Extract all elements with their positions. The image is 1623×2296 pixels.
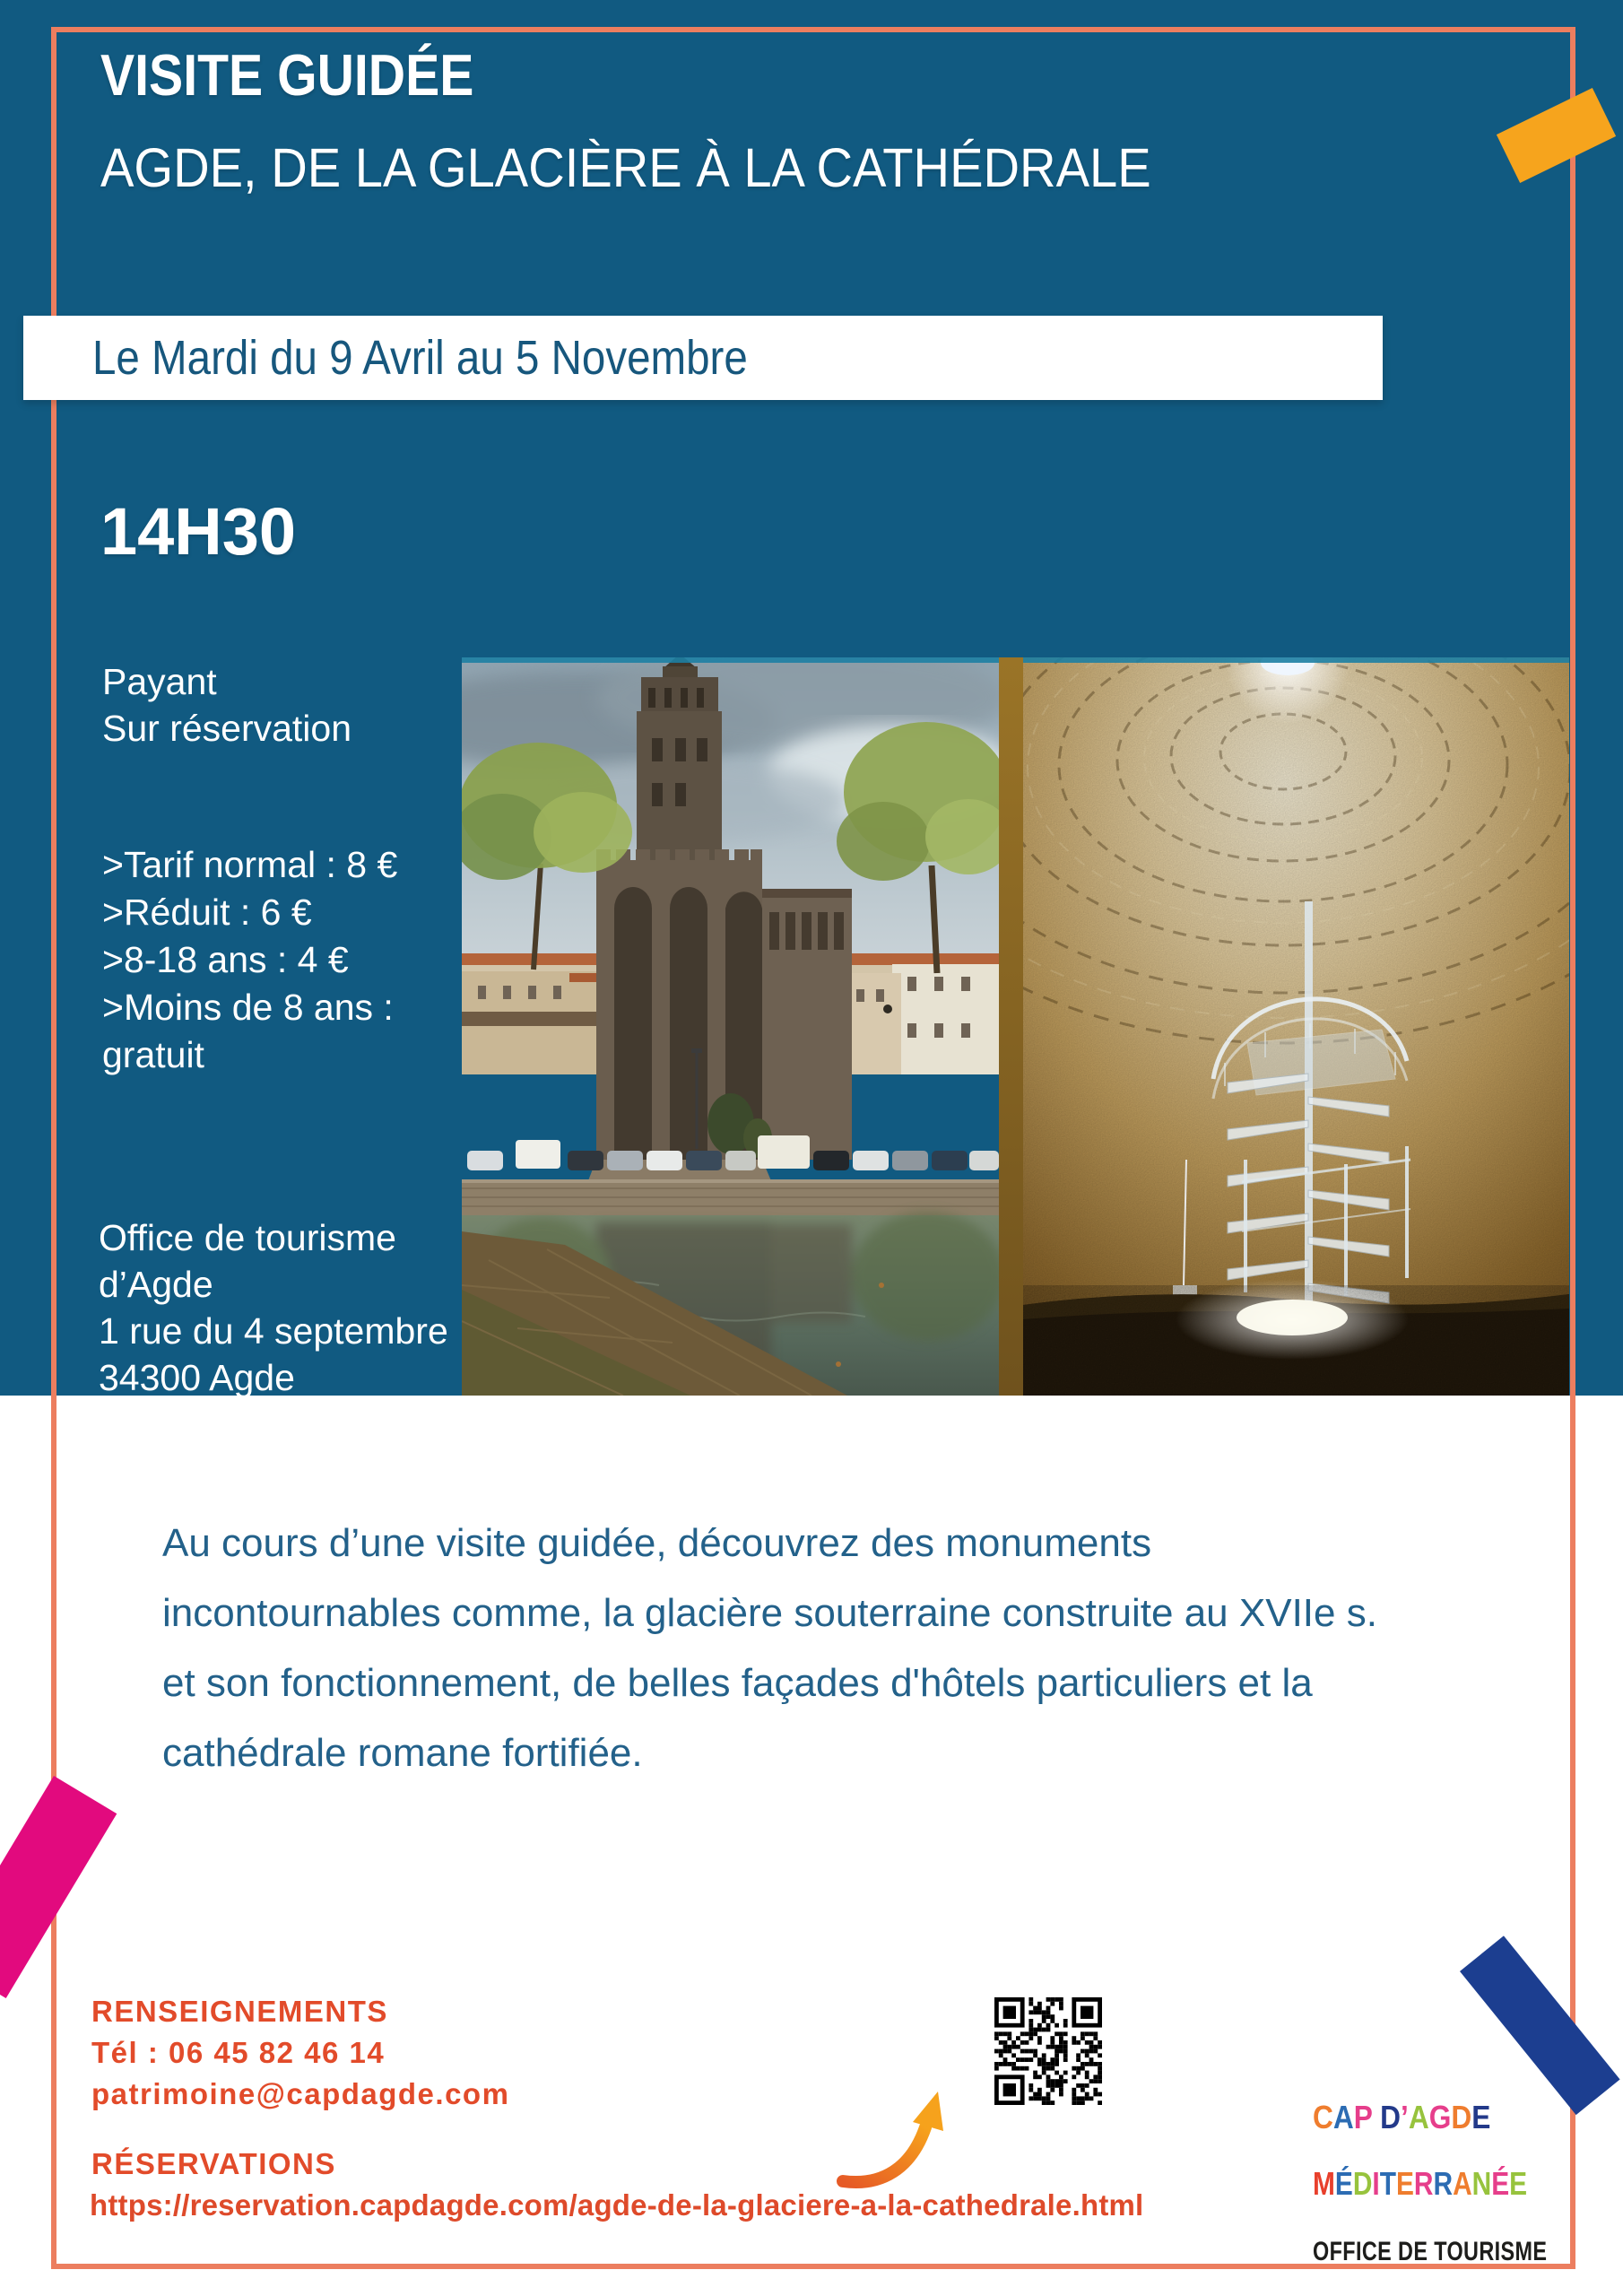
logo-letter: D (1352, 2165, 1373, 2202)
logo-letter: C (1313, 2099, 1333, 2135)
qr-code (990, 1993, 1107, 2109)
price-line: >Moins de 8 ans : (102, 987, 394, 1028)
photo-glaciere (1023, 657, 1569, 1396)
price-line: gratuit (102, 1034, 204, 1075)
logo-line-cap-dagde (1313, 2100, 1577, 2135)
curved-arrow-icon (832, 2081, 967, 2196)
photo-divider (999, 657, 1023, 1396)
decor-pink-parallelogram (0, 1776, 117, 1998)
logo-letter: D (1380, 2099, 1402, 2135)
contact-block (91, 1991, 509, 2115)
price-line: >8-18 ans : 4 € (102, 939, 349, 980)
poster-title-text: VISITE GUIDÉE (100, 42, 474, 108)
price-list (102, 841, 397, 1079)
description-line: incontournables comme, la glacière souterraine construite au XVIIe s. (162, 1591, 1377, 1635)
price-line: >Réduit : 6 € (102, 891, 312, 933)
tour-description (162, 1509, 1377, 1788)
logo-letter: R (1433, 2165, 1454, 2202)
logo-letter: T (1379, 2165, 1396, 2202)
logo-letter: N (1471, 2165, 1492, 2202)
logo-letter: É (1334, 2165, 1353, 2202)
office-de-tourisme-logo (1313, 2068, 1613, 2296)
poster-subtitle (100, 136, 1243, 199)
logo-letter: E (1471, 2099, 1491, 2135)
logo-letter: G (1428, 2099, 1452, 2135)
description-line: cathédrale romane fortifiée. (162, 1731, 643, 1775)
booking-heading: RÉSERVATIONS (91, 2147, 336, 2180)
logo-letter: E (1509, 2165, 1528, 2202)
address-line: 1 rue du 4 septembre (99, 1310, 448, 1352)
logo-letter: É (1491, 2165, 1510, 2202)
address-line: 34300 Agde (99, 1357, 295, 1398)
contact-email[interactable]: patrimoine@capdagde.com (91, 2077, 510, 2110)
date-banner (23, 316, 1383, 400)
logo-letter: ’ (1401, 2099, 1409, 2135)
description-line: et son fonctionnement, de belles façades d'hôtels particuliers et la (162, 1661, 1313, 1705)
logo-letter: E (1395, 2165, 1414, 2202)
logo-line-office: OFFICE DE TOURISME (1313, 2237, 1548, 2266)
logo-letter: P (1353, 2099, 1373, 2135)
description-line: Au cours d’une visite guidée, découvrez des monuments (162, 1521, 1152, 1565)
logo-line-mediterranee (1313, 2167, 1562, 2201)
logo-letter: A (1332, 2099, 1354, 2135)
poster-title (100, 41, 525, 109)
contact-heading: RENSEIGNEMENTS (91, 1995, 388, 2028)
payment-line: Sur réservation (102, 708, 352, 749)
logo-letter: R (1413, 2165, 1434, 2202)
logo-letter: I (1372, 2165, 1380, 2202)
tour-time: 14H30 (100, 494, 297, 569)
logo-letter: M (1313, 2165, 1335, 2202)
photo-cathedral (462, 657, 999, 1396)
logo-letter: D (1451, 2099, 1472, 2135)
date-banner-text: Le Mardi du 9 Avril au 5 Novembre (92, 331, 748, 385)
address-line: d’Agde (99, 1264, 213, 1305)
booking-url[interactable]: https://reservation.capdagde.com/agde-de-la-glaciere-a-la-cathedrale.html (90, 2188, 1144, 2222)
logo-letter: A (1408, 2099, 1429, 2135)
address-line: Office de tourisme (99, 1217, 396, 1258)
poster-subtitle-text: AGDE, DE LA GLACIÈRE À LA CATHÉDRALE (100, 137, 1151, 198)
price-line: >Tarif normal : 8 € (102, 844, 398, 885)
contact-phone: Tél : 06 45 82 46 14 (91, 2036, 386, 2069)
payment-info (102, 658, 352, 752)
meeting-point-address (99, 1214, 448, 1401)
payment-line: Payant (102, 661, 217, 702)
logo-letter: A (1453, 2165, 1472, 2202)
